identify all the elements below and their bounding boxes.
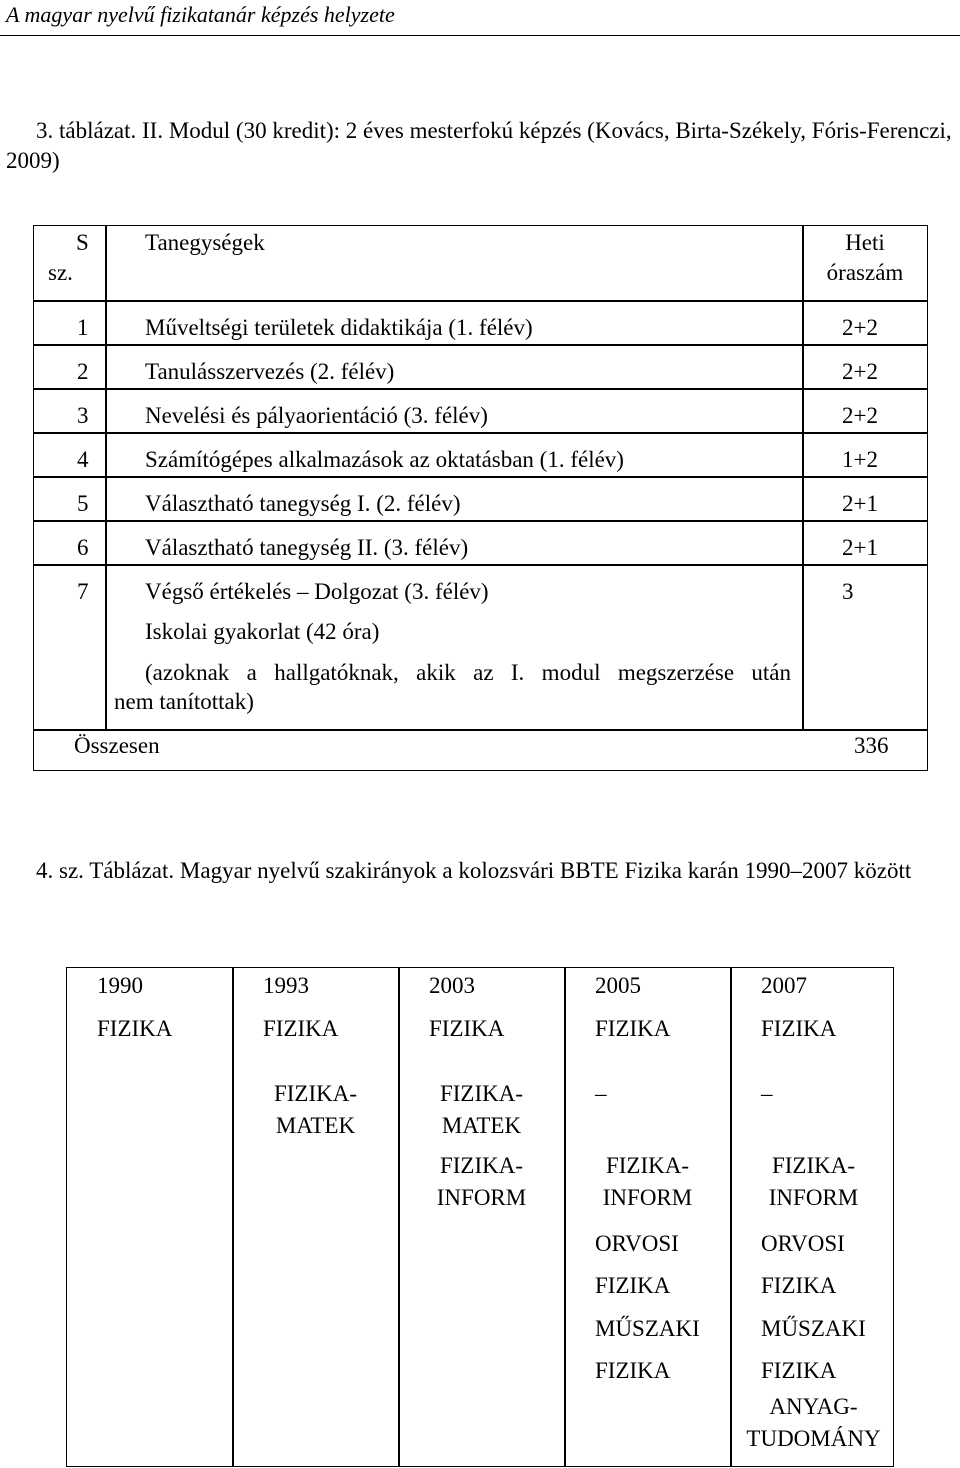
table3-row7-unit-line4: nem tanítottak) (114, 689, 254, 714)
table3-header-hours-line1: Heti (845, 230, 885, 255)
table3-total-value: 336 (854, 733, 889, 758)
table3-row7-unit-line1: Végső értékelés – Dolgozat (3. félév) (145, 579, 489, 604)
table3-header-hours-line2: óraszám (826, 260, 904, 285)
table3-hline (34, 564, 927, 566)
table3-row-hours: 2+1 (842, 491, 878, 516)
table3-row-unit: Tanulásszervezés (2. félév) (145, 359, 395, 384)
table4-cell-fizika: FIZIKA (97, 1016, 173, 1041)
table4 (66, 967, 894, 1467)
table3-header-num-line1: S (76, 230, 89, 255)
table3-header-num-line2: sz. (48, 260, 73, 285)
table3-row-unit: Műveltségi területek didaktikája (1. félév) (145, 315, 533, 340)
table3-row-hours: 2+1 (842, 535, 878, 560)
table3-row-hours: 1+2 (842, 447, 878, 472)
table3-row-num: 4 (77, 447, 89, 472)
table4-vline (232, 968, 234, 1466)
table3-hline (34, 300, 927, 302)
table3-row-num: 6 (77, 535, 89, 560)
table4-year: 2003 (429, 973, 475, 998)
table4-cell-inform: FIZIKA- INFORM (768, 1153, 859, 1210)
table3-row-num: 7 (77, 579, 89, 604)
table4-cell-matek: – (761, 1081, 773, 1106)
table3-hline (34, 344, 927, 346)
table3-row-num: 1 (77, 315, 89, 340)
table4-cell-fizika: FIZIKA (263, 1016, 339, 1041)
table4-cell-orvosi: ORVOSI FIZIKA (761, 1231, 845, 1298)
table4-year: 2005 (595, 973, 641, 998)
table4-cell-muszaki: MŰSZAKI FIZIKA (595, 1316, 700, 1383)
table3-hline (34, 476, 927, 478)
table4-cell-anyag: ANYAG- TUDOMÁNY (746, 1394, 881, 1451)
table4-cell-fizika: FIZIKA (429, 1016, 505, 1041)
table3-row-num: 3 (77, 403, 89, 428)
table3-hline (34, 388, 927, 390)
table4-cell-inform: FIZIKA- INFORM (436, 1153, 527, 1210)
table4-cell-fizika: FIZIKA (595, 1016, 671, 1041)
table4-cell-orvosi: ORVOSI FIZIKA (595, 1231, 679, 1298)
table3-row-hours: 2+2 (842, 359, 878, 384)
table3-row-hours: 2+2 (842, 403, 878, 428)
table4-cell-matek: FIZIKA- MATEK (273, 1081, 358, 1138)
table3-row-unit: Nevelési és pályaorientáció (3. félév) (145, 403, 488, 428)
table4-cell-muszaki: MŰSZAKI FIZIKA (761, 1316, 866, 1383)
table4-year: 2007 (761, 973, 807, 998)
table3-caption: 3. táblázat. II. Modul (30 kredit): 2 éves mesterfokú képzés (Kovács, Birta-Székely, Fóris-Ferenczi, 2009) (6, 118, 952, 173)
table4-year: 1993 (263, 973, 309, 998)
table3-row-hours: 3 (842, 579, 854, 604)
table4-vline (564, 968, 566, 1466)
table3-row-hours: 2+2 (842, 315, 878, 340)
table4-caption: 4. sz. Táblázat. Magyar nyelvű szakirányok a kolozsvári BBTE Fizika karán 1990–2007 között (36, 858, 912, 883)
table3-row-num: 5 (77, 491, 89, 516)
table3-row7-unit-line2: Iskolai gyakorlat (42 óra) (145, 619, 380, 644)
table3-hline (34, 520, 927, 522)
table3-header-units: Tanegységek (145, 230, 265, 255)
table3-row-num: 2 (77, 359, 89, 384)
table3-total-label: Összesen (74, 733, 160, 758)
header-rule (0, 35, 960, 36)
table4-vline (398, 968, 400, 1466)
table4-year: 1990 (97, 973, 143, 998)
table3-hline (34, 729, 927, 731)
table3-hline (34, 432, 927, 434)
table4-cell-inform: FIZIKA- INFORM (602, 1153, 693, 1210)
table3-row-unit: Választható tanegység I. (2. félév) (145, 491, 461, 516)
page-header-title: A magyar nyelvű fizikatanár képzés helyzete (6, 2, 395, 27)
table3-row-unit: Választható tanegység II. (3. félév) (145, 535, 469, 560)
table4-cell-matek: FIZIKA- MATEK (439, 1081, 524, 1138)
table3 (33, 225, 928, 771)
table3-row-unit: Számítógépes alkalmazások az oktatásban (1. félév) (145, 447, 624, 472)
table3-row7-unit-line3: (azoknak a hallgatóknak, akik az I. modul megszerzése után (145, 660, 791, 685)
table4-cell-fizika: FIZIKA (761, 1016, 837, 1041)
table4-cell-matek: – (595, 1081, 607, 1106)
